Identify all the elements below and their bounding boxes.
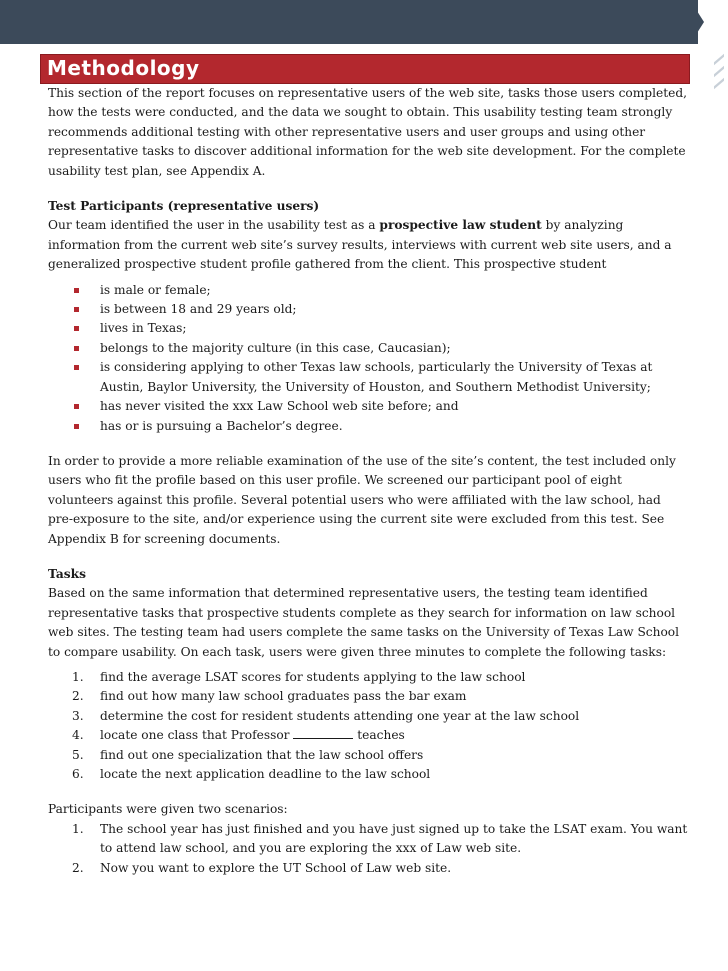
participants-paragraph: Our team identified the user in the usability test as a prospective law student by analyzing information from the current web site’s survey results, interviews with current web site users, and a generalized prospective student profile gathered from the client. This prospective student [48, 218, 672, 272]
profile-bullet: belongs to the majority culture (in this case, Caucasian); [72, 339, 688, 358]
scenario-list [48, 820, 688, 878]
task-item: 1. find the average LSAT scores for students applying to the law school [72, 669, 526, 684]
side-decoration [708, 48, 728, 138]
section-heading [40, 54, 690, 84]
task-item: 3. determine the cost for resident students attending one year at the law school [72, 708, 580, 723]
screening-paragraph: In order to provide a more reliable examination of the use of the site’s content, the test included only users who fit the profile based on this user profile. We screened our participant pool of eight volunteers against this profile. Several potential users who were affiliated with the law school, had pre-exposure to the site, and/or experience using the current site were excluded from this test. See Appendix B for screening documents. [48, 453, 676, 546]
task-item: 4. locate one class that Professor teaches [72, 728, 405, 743]
top-bar-arrow [690, 0, 704, 44]
blank-line [293, 728, 353, 739]
task-item: 2. find out how many law school graduates pass the bar exam [72, 689, 467, 704]
tasks-heading: Tasks [48, 566, 86, 581]
task-item: 6. locate the next application deadline to the law school [72, 767, 431, 781]
section-heading-text: Methodology [47, 56, 200, 80]
profile-bullet-list [48, 281, 688, 436]
participants-heading: Test Participants (representative users) [48, 199, 320, 214]
intro-paragraph: This section of the report focuses on representative users of the web site, tasks those users completed, how the tests were conducted, and the data we sought to obtain. This usability testing team strongly recommends additional testing with other representative users and user groups and using other representative tasks to discover additional information for the web site development. For the complete usability test plan, see Appendix A. [48, 86, 687, 178]
slide-top-bar [0, 0, 698, 44]
profile-bullet: is between 18 and 29 years old; [72, 300, 688, 319]
document-body [48, 84, 688, 878]
task-item: 5. find out one specialization that the law school offers [72, 747, 424, 762]
scenario-item: 2. Now you want to explore the UT School of Law web site. [72, 860, 452, 875]
profile-bullet: has never visited the xxx Law School web site before; and [72, 397, 688, 416]
document-page [40, 50, 690, 971]
profile-bullet: is male or female; [72, 281, 688, 300]
profile-bullet: lives in Texas; [72, 319, 688, 338]
tasks-paragraph: Based on the same information that determined representative users, the testing team identified representative tasks that prospective students complete as they search for information on law school web sites. The testing team had users complete the same tasks on the University of Texas Law School to compare usability. On each task, users were given three minutes to complete the following tasks: [48, 586, 680, 659]
scenario-item: 1. The school year has just finished and you have just signed up to take the LSAT exam. You want to attend law school, and you are exploring the xxx of Law web site. [72, 821, 688, 856]
profile-bullet: has or is pursuing a Bachelor’s degree. [72, 417, 688, 436]
task-list [48, 668, 688, 784]
profile-bullet: is considering applying to other Texas law schools, particularly the University of Texas at Austin, Baylor University, the University of Houston, and Southern Methodist University; [72, 358, 688, 397]
scenarios-intro: Participants were given two scenarios: [48, 802, 288, 817]
